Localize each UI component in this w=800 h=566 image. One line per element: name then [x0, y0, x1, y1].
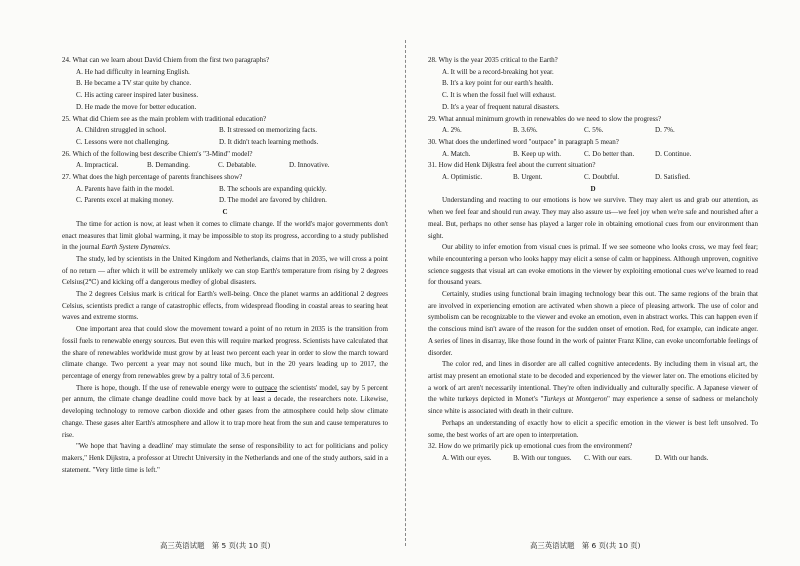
question-26-option-b: B. Demanding.	[147, 161, 190, 170]
question-27-options-row-1	[76, 184, 388, 196]
passage-d-paragraph-1: Understanding and reacting to our emotions is how we survive. They may alert us and grab our attention, as when we feel fear and should run away. They may also assure us—we feel joy when we're safe and nourished after a meal. But, perhaps no other sense has played a larger role in obtaining emotional cues from our environment than sight.	[428, 196, 758, 240]
passage-c-paragraph-6: "We hope that 'having a deadline' may stimulate the sense of responsibility to act for politicians and policy makers," Henk Dijkstra, a professor at Utrecht University in the Netherlands and one of the study authors, said in a statement. "Very little time is left."	[62, 442, 388, 474]
question-31-stem: 31. How did Henk Dijkstra feel about the current situation?	[428, 161, 596, 170]
question-32-options	[442, 453, 758, 465]
passage-d-paragraph-2: Our ability to infer emotion from visual cues is primal. If we see someone who looks cross, we may feel fear; while encountering a person who looks happy may elicit a sense of calm or happiness. Although unproven, cognitive science suggests that visual art can evoke emotions in the viewer by exploiting emotional cues we've learned to read for thousand years.	[428, 243, 758, 287]
painting-title: Turkeys at Montgeron	[543, 395, 608, 404]
page-divider	[405, 40, 406, 546]
passage-d-p4-text-a: The color red, and lines in disorder are all called cognitive antecedents. By including them in visual art, the artist may present an emotional state to be decoded and experienced by the viewer later on. The emotions elicited by a work of art aren't necessarily intentional. They're often individually and culturally specific. A Japanese viewer of the white turkeys depicted in Monet's "	[428, 360, 758, 404]
question-29-stem: 29. What annual minimum growth in renewables do we need to slow the progress?	[428, 114, 662, 123]
passage-c-paragraph-5	[62, 383, 388, 442]
question-29-option-a: A. 2%.	[442, 126, 462, 135]
underlined-word-outpace: outpace	[255, 383, 278, 392]
question-24-option-b: B. He became a TV star quite by chance.	[76, 79, 192, 88]
passage-c-paragraph-3: The 2 degrees Celsius mark is critical for Earth's well-being. Once the planet warms an additional 2 degrees Celsius, scientists predict a range of catastrophic effects, from widespread flooding in coastal areas to searing heat waves and extreme storms.	[62, 290, 388, 322]
passage-d-paragraph-4	[428, 359, 758, 418]
question-32-option-b: B. With our tongues.	[513, 453, 572, 462]
passage-c-p5-text-a: There is hope, though. If the use of renewable energy were to	[76, 383, 256, 392]
passage-c-p1-text: The time for action is now, at least when it comes to climate change. If the world's major governments don't enact measures that limit global warming, it may be impossible to stop its progress, according to a study published in the journal	[62, 219, 388, 252]
passage-c-paragraph-2: The study, led by scientists in the United Kingdom and Netherlands, claims that in 2035, we will cross a point of no return — after which it will be extremely unlikely we can stop Earth's temperature from rising by 2 degrees Celsius(2℃) and kicking off a dangerous medley of global disasters.	[62, 254, 388, 287]
question-24-option-a: A. He had difficulty in learning English.	[76, 67, 190, 76]
page-footer-left: 高三英语试题 第 5 页(共 10 页)	[160, 541, 271, 550]
question-32-option-c: C. With our ears.	[584, 453, 632, 462]
page-footer-right: 高三英语试题 第 6 页(共 10 页)	[530, 541, 641, 550]
question-24-option-d: D. He made the move for better education.	[76, 102, 197, 111]
question-31-options	[442, 172, 758, 184]
question-25-options-row-1	[76, 125, 388, 137]
question-29-option-c: C. 5%.	[584, 126, 604, 135]
question-32-stem: 32. How do we primarily pick up emotional cues from the environment?	[428, 442, 633, 451]
question-28-option-c: C. It is when the fossil fuel will exhaust.	[442, 91, 556, 100]
question-30-option-c: C. Do better than.	[584, 149, 635, 158]
passage-d-paragraph-3: Certainly, studies using functional brain imaging technology bear this out. The same regions of the brain that are involved in experiencing emotion are activated when shown a piece of pleasing artwork. The use of color and symbolism can be recognizable to the viewer and evoke an emotion, even in abstract works. This can happen even if the conscious mind isn't aware of the reason for the sudden onset of emotion. Red, for example, can indicate anger. A series of lines in disarray, like those found in the work of painter Franz Kline, can evoke uncomfortable feelings of disorder.	[428, 290, 758, 357]
passage-d-p4-text-b: " may experience a sense of sadness or melancholy since white is associated with death in their culture.	[428, 395, 759, 416]
question-28-option-a: A. It will be a record-breaking hot year.	[442, 67, 554, 76]
question-27-option-c: C. Parents excel at making money.	[76, 196, 174, 205]
question-28-stem: 28. Why is the year 2035 critical to the Earth?	[428, 56, 558, 64]
question-28-option-b: B. It's a key point for our earth's health.	[442, 79, 554, 88]
question-25-options-row-2	[76, 137, 388, 149]
question-25-option-c: C. Lessons were not challenging.	[76, 137, 170, 146]
question-25-option-b: B. It stressed on memorizing facts.	[219, 126, 318, 135]
question-29-option-b: B. 3.6%.	[513, 126, 538, 135]
passage-c-paragraph-1	[62, 219, 388, 254]
question-30-option-d: D. Continue.	[655, 149, 692, 158]
left-page	[62, 0, 388, 566]
question-29-options	[442, 125, 758, 137]
question-27-stem: 27. What does the high percentage of parents franchisees show?	[62, 173, 243, 182]
question-31-option-b: B. Urgent.	[513, 173, 543, 182]
question-29-option-d: D. 7%.	[655, 126, 675, 135]
question-31-option-d: D. Satisfied.	[655, 173, 691, 182]
journal-title: Earth System Dynamics	[101, 243, 169, 252]
section-d-heading: D	[590, 184, 596, 193]
question-24-option-c: C. His acting career inspired later business.	[76, 91, 199, 100]
passage-c-p5-text-b: the scientists' model, say by 5 percent per annum, the climate change deadline could move back by at least a decade, the researchers note. Likewise, developing technology to remove carbon dioxide and other gases from the atmosphere could help slow climate change. These gases alter Earth's atmosphere and allow it to trap more heat from the sun and cause temperatures to rise.	[62, 383, 388, 439]
question-32-option-d: D. With our hands.	[655, 453, 709, 462]
section-c-heading: C	[222, 208, 228, 217]
question-31-option-a: A. Optimistic.	[442, 173, 483, 182]
question-30-options	[442, 149, 758, 161]
question-27-option-d: D. The model are favored by children.	[219, 196, 327, 205]
question-30-option-a: A. Match.	[442, 149, 471, 158]
question-27-option-b: B. The schools are expanding quickly.	[219, 184, 327, 193]
question-27-option-a: A. Parents have faith in the model.	[76, 184, 174, 193]
question-26-option-a: A. Impractical.	[76, 161, 119, 170]
question-27-options-row-2	[76, 195, 388, 207]
question-26-option-d: D. Innovative.	[289, 161, 330, 170]
question-30-stem: 30. What does the underlined word "outpace" in paragraph 5 mean?	[428, 137, 619, 146]
question-28-option-d: D. It's a year of frequent natural disasters.	[442, 102, 560, 111]
passage-c-p1-end: .	[168, 243, 171, 252]
question-25-option-d: D. It didn't teach learning methods.	[219, 137, 319, 146]
question-31-option-c: C. Doubtful.	[584, 173, 620, 182]
passage-d-paragraph-5: Perhaps an understanding of exactly how to elicit a specific emotion in the viewer is best left unsolved. To some, the best works of art are open to interpretation.	[428, 418, 758, 439]
question-26-options	[76, 160, 388, 172]
question-25-option-a: A. Children struggled in school.	[76, 126, 167, 135]
passage-c-paragraph-4: One important area that could slow the movement toward a point of no return in 2035 is the transition from fossil fuels to renewable energy sources. But even this will require marked progress. Scientists have calculated that the share of renewables worldwide must grow by at least two percent each year in order to slow the march toward climate change. Two percent a year may not sound like much, but in the 20 years leading up to 2017, the percentage of energy from renewables grew by a paltry total of 3.6 percent.	[62, 325, 388, 380]
question-26-stem: 26. Which of the following best describe Chiem's "3-Mind" model?	[62, 149, 253, 158]
question-24-stem: 24. What can we learn about David Chiem from the first two paragraphs?	[62, 56, 270, 64]
right-page	[428, 0, 758, 566]
question-25-stem: 25. What did Chiem see as the main problem with traditional education?	[62, 114, 267, 123]
question-32-option-a: A. With our eyes.	[442, 453, 492, 462]
question-30-option-b: B. Keep up with.	[513, 149, 561, 158]
question-26-option-c: C. Debatable.	[218, 161, 257, 170]
